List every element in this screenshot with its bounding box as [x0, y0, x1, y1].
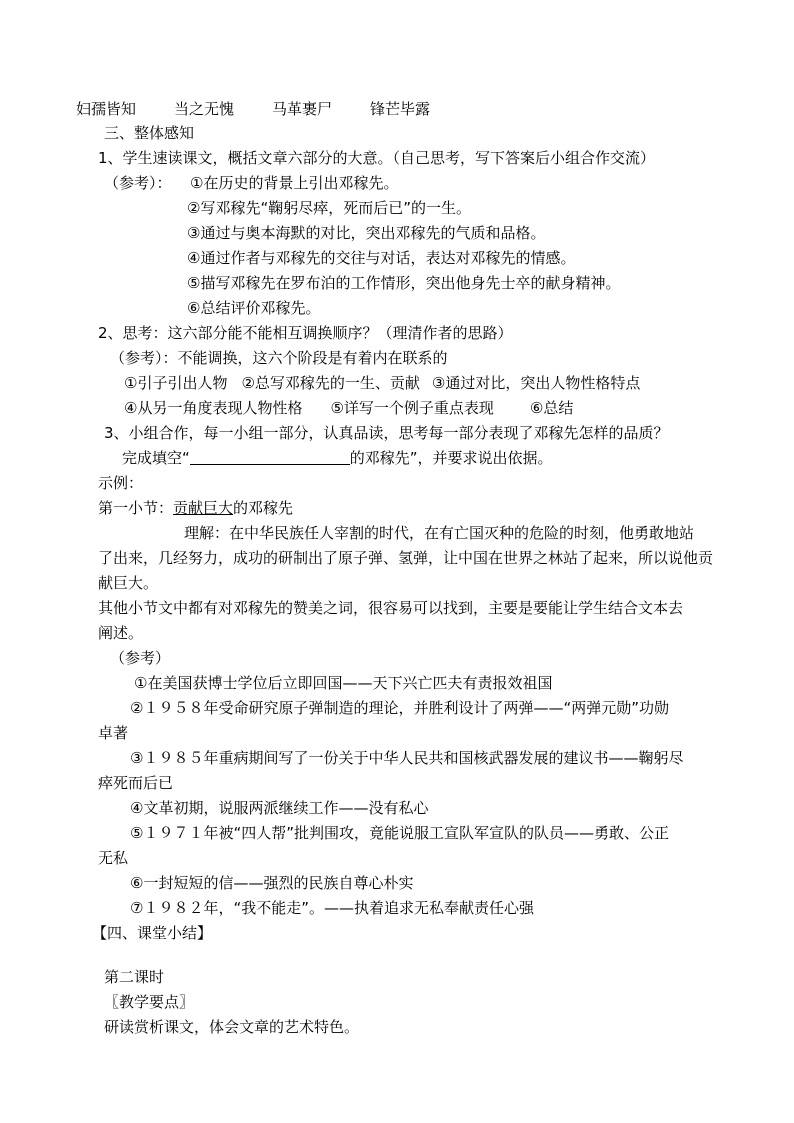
structure-item: ②总写邓稼先的一生、贡献 [241, 374, 420, 392]
question-2: 2、思考：这六部分能不能相互调换顺序？（理清作者的思路） [98, 324, 513, 342]
ref-item-continued: 卓著 [98, 724, 129, 742]
fill-blank-line: 完成填空“ 的邓稼先”，并要求说出依据。 [122, 449, 553, 467]
example-heading: 第一小节：贡献巨大的邓稼先 [98, 499, 294, 517]
question-3: 3、小组合作，每一小组一部分，认真品读，思考每一部分表现了邓稼先怎样的品质？ [104, 424, 669, 442]
ref-item: ②１９５８年受命研究原子弹制造的理论，并胜利设计了两弹——“两弹元勋”功勋 [130, 699, 669, 717]
answer-item: ④通过作者与邓稼先的交往与对话，表达对邓稼先的情感。 [187, 249, 576, 267]
structure-item: ⑥总结 [529, 399, 574, 417]
structure-row [124, 397, 573, 419]
teaching-points-text: 研读赏析课文，体会文章的艺术特色。 [104, 1018, 360, 1036]
answer-item: ②写邓稼先“鞠躬尽瘁，死而后已”的一生。 [187, 199, 471, 217]
structure-item: ③通过对比，突出人物性格特点 [431, 374, 641, 392]
ref-item: ⑤１９７１年被“四人帮”批判围攻，竟能说服工宣队军宣队的队员——勇敢、公正 [130, 824, 669, 842]
ref-item-continued: 瘁死而后已 [98, 774, 174, 792]
ref-item: ③１９８５年重病期间写了一份关于中华人民共和国核武器发展的建议书——鞠躬尽 [130, 749, 684, 767]
question-1: 1、学生速读课文，概括文章六部分的大意。（自己思考，写下答案后小组合作交流） [98, 149, 656, 167]
ref-item: ⑥一封短短的信——强烈的民族自尊心朴实 [130, 874, 414, 892]
structure-item: ⑤详写一个例子重点表现 [330, 399, 494, 417]
paragraph: 其他小节文中都有对邓稼先的赞美之词，很容易可以找到，主要是要能让学生结合文本去 [98, 599, 684, 617]
idiom-row [76, 98, 430, 120]
paragraph: 阐述。 [98, 624, 144, 642]
teaching-points-label: 〖教学要点〗 [104, 993, 195, 1011]
section-heading: 三、整体感知 [104, 124, 195, 142]
idiom: 妇孺皆知 [76, 100, 137, 118]
ref-item: ①在美国获博士学位后立即回国——天下兴亡匹夫有责报效祖国 [134, 674, 553, 692]
idiom: 当之无愧 [174, 100, 235, 118]
ref-item-continued: 无私 [98, 849, 129, 867]
answer-item: ⑤描写邓稼先在罗布泊的工作情形，突出他身先士卒的献身精神。 [187, 274, 621, 292]
answer-item: ③通过与奥本海默的对比，突出邓稼先的气质和品格。 [187, 224, 546, 242]
section-heading: 【四、课堂小结】 [92, 924, 213, 942]
fill-blank[interactable] [190, 448, 350, 465]
idiom: 马革裹尸 [272, 100, 333, 118]
ref-text: （参考）：不能调换，这六个阶段是有着内在联系的 [110, 349, 448, 367]
structure-item: ④从另一角度表现人物性格 [124, 399, 303, 417]
example-label: 示例： [98, 474, 144, 492]
ref-item: ⑦１９８２年，“我不能走”。——执着追求无私奉献责任心强 [130, 899, 534, 917]
lesson-title: 第二课时 [104, 968, 165, 986]
underlined-keyword: 贡献巨大 [173, 499, 234, 517]
understanding-text: 了出来，几经努力，成功的研制出了原子弹、氢弹，让中国在世界之林站了起来，所以说他贡 [98, 549, 714, 567]
answer-item: ①在历史的背景上引出邓稼先。 [190, 174, 399, 192]
ref-label: （参考）： [104, 174, 172, 192]
idiom: 锋芒毕露 [370, 100, 431, 118]
answer-item: ⑥总结评价邓稼先。 [187, 299, 321, 317]
ref-label: （参考） [110, 649, 171, 667]
ref-item: ④文革初期，说服两派继续工作——没有私心 [130, 799, 429, 817]
structure-row [124, 372, 640, 394]
understanding-text: 理解：在中华民族任人宰割的时代，在有亡国灭种的危险的时刻，他勇敢地站 [184, 524, 695, 542]
structure-item: ①引子引出人物 [124, 374, 228, 392]
understanding-text: 献巨大。 [98, 574, 159, 592]
